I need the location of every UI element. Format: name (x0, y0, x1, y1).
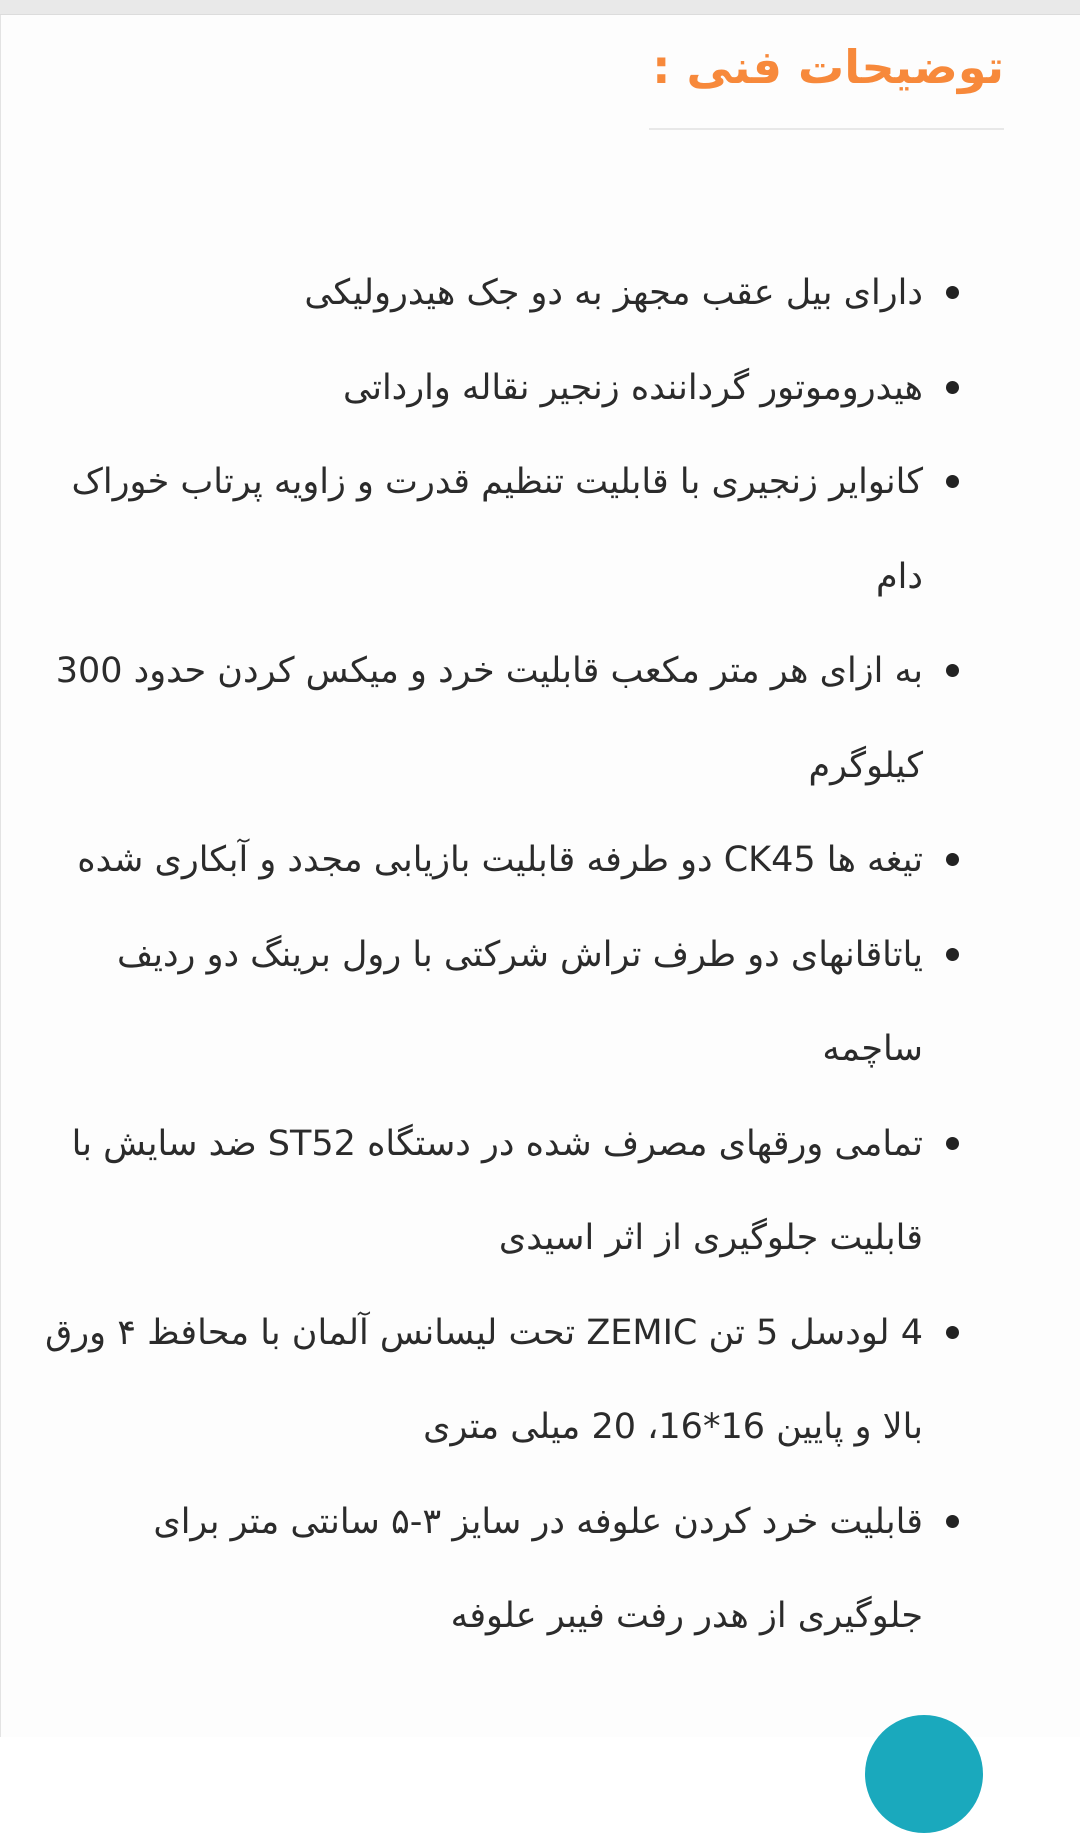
bullet-icon (946, 664, 959, 677)
spec-item-text: کانوایر زنجیری با قابلیت تنظیم قدرت و زاویه پرتاب خوراک دام (71, 462, 923, 597)
spec-item (0, 1286, 1080, 1475)
spec-item (0, 813, 1080, 908)
spec-item-text: 4 لودسل 5 تن ZEMIC تحت لیسانس آلمان با محافظ ۴ ورق بالا و پایین 16*16، 20 میلی متری (45, 1312, 923, 1447)
spec-item (0, 1475, 1080, 1664)
spec-item (0, 908, 1080, 1097)
spec-item (0, 624, 1080, 813)
spec-item-text: تمامی ورقهای مصرف شده در دستگاه ST52 ضد سایش با قابلیت جلوگیری از اثر اسیدی (71, 1123, 923, 1258)
spec-item-text: به ازای هر متر مکعب قابلیت خرد و میکس کردن حدود 300 کیلوگرم (55, 651, 923, 786)
title-divider (649, 128, 1004, 130)
spec-item-text: هیدروموتور گرداننده زنجیر نقاله وارداتی (343, 367, 923, 408)
spec-item-text: قابلیت خرد کردن علوفه در سایز ۳-۵ سانتی متر برای جلوگیری از هدر رفت فیبر علوفه (153, 1501, 923, 1636)
spec-item (0, 435, 1080, 624)
spec-item-text: دارای بیل عقب مجهز به دو جک هیدرولیکی (304, 273, 923, 313)
bullet-icon (946, 948, 959, 961)
spec-item (0, 246, 1080, 341)
spec-item (0, 1097, 1080, 1286)
top-border (0, 0, 1080, 15)
bullet-icon (946, 1137, 959, 1150)
bullet-icon (946, 381, 959, 394)
technical-description-card (0, 15, 1080, 1737)
spec-list (0, 246, 1080, 1664)
bullet-icon (946, 475, 959, 488)
floating-action-button[interactable] (865, 1715, 983, 1833)
bullet-icon (946, 1326, 959, 1339)
bullet-icon (946, 853, 959, 866)
spec-item-text: تیغه ها CK45 دو طرفه قابلیت بازیابی مجدد و آبکاری شده (77, 840, 923, 880)
spec-item-text: یاتاقانهای دو طرف تراش شرکتی با رول برینگ دو ردیف ساچمه (116, 934, 923, 1069)
bullet-icon (946, 286, 959, 299)
section-title: توضیحات فنی : (652, 40, 1004, 94)
bullet-icon (946, 1515, 959, 1528)
spec-item (0, 341, 1080, 436)
